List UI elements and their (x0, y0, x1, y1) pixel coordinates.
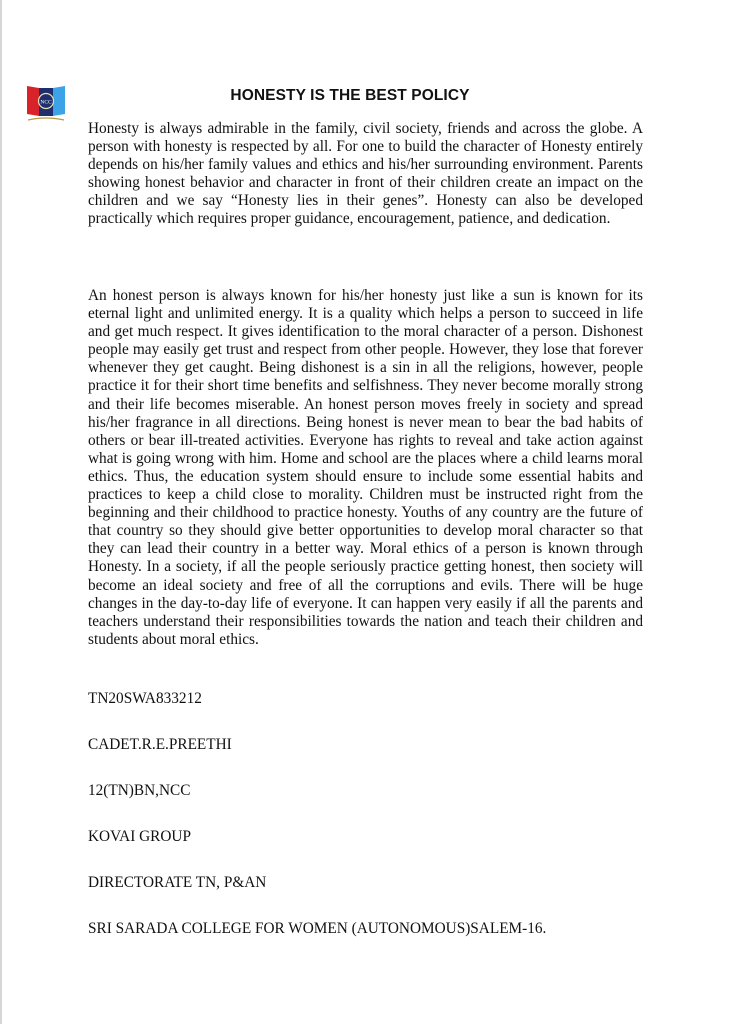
paragraph-2: An honest person is always known for his/her honesty just like a sun is known for its eternal light and unlimited energy. It is a quality which helps a person to succeed in life and get much respect. It gives identification to the moral character of a person. Dishonest people may easily get trust and respect from other people. However, they lose that forever whenever they get caught. Being dishonest is a sin in all the religions, however, people practice it for their short time benefits and selfishness. They never become morally strong and their life becomes miserable. An honest person moves freely in society and spread his/her fragrance in all directions. Being honest is never mean to bear the bad habits of others or bear ill-treated activities. Everyone has rights to reveal and take action against what is going wrong with him. Home and school are the places where a child learns moral ethics. Thus, the education system should ensure to include some essential habits and practices to keep a child close to morality. Children must be instructed right from the beginning and their childhood to practice honesty. Youths of any country are the future of that country so they should give better opportunities to develop moral character so that they can lead their country in a better way. Moral ethics of a person is known through Honesty. In a society, if all the people seriously practice getting honest, then society will become an ideal society and free of all the corruptions and evils. There will be huge changes in the day-to-day life of everyone. It can happen very easily if all the parents and teachers understand their responsibilities towards the nation and teach their children and students about moral ethics. (88, 287, 643, 648)
unit: 12(TN)BN,NCC (88, 782, 191, 799)
cadet-name: CADET.R.E.PREETHI (88, 736, 232, 753)
college: SRI SARADA COLLEGE FOR WOMEN (AUTONOMOUS)SALEM-16. (88, 920, 547, 937)
document-title: HONESTY IS THE BEST POLICY (230, 87, 470, 104)
regimental-number: TN20SWA833212 (88, 690, 202, 707)
paragraph-1: Honesty is always admirable in the family, civil society, friends and across the globe. A person with honesty is respected by all. For one to build the character of Honesty entirely depends on his/her family values and ethics and his/her surrounding environment. Parents showing honest behavior and character in front of their children create an impact on the children and we say “Honesty lies in their genes”. Honesty can also be developed practically which requires proper guidance, encouragement, patience, and dedication. (88, 120, 643, 228)
directorate: DIRECTORATE TN, P&AN (88, 874, 267, 891)
page-edge (0, 0, 2, 1024)
svg-text:NCC: NCC (40, 99, 52, 106)
group: KOVAI GROUP (88, 828, 191, 845)
